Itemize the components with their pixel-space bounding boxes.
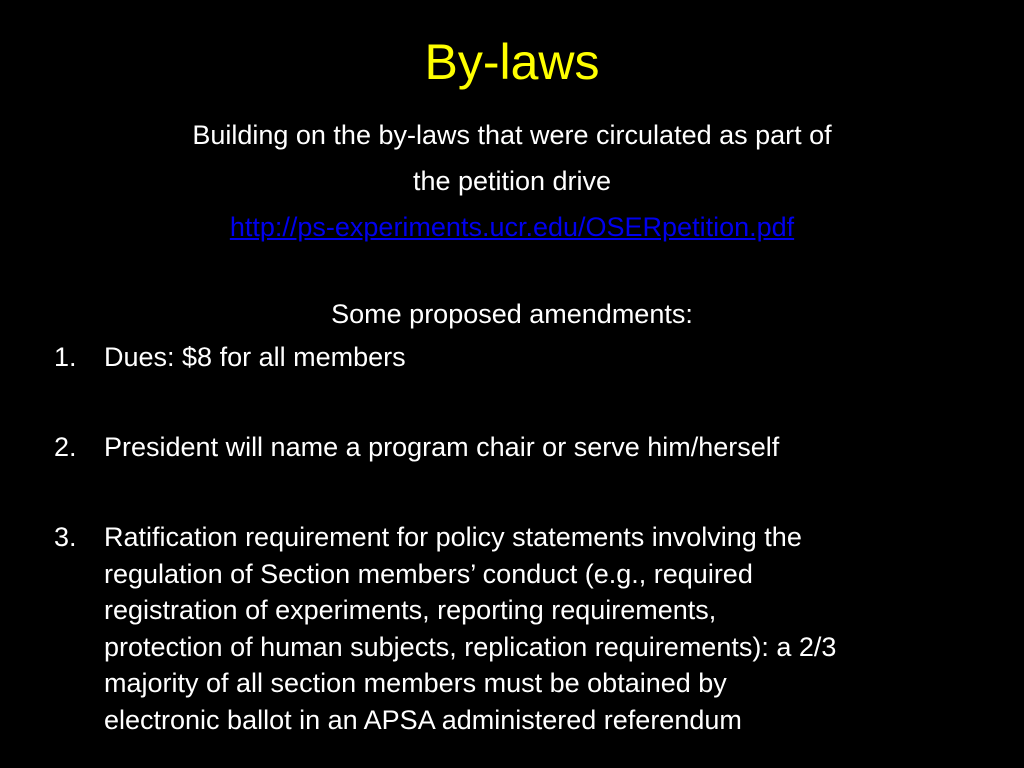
list-item-number: 3. [54,522,77,552]
intro-line: the petition drive [412,166,612,196]
list-item-text [104,519,984,738]
petition-link[interactable]: http://ps-experiments.ucr.edu/OSERpetition.pdf [229,212,795,242]
list-item-text [104,429,984,466]
list-item-line: Ratification requirement for policy statements involving the [104,522,802,552]
list-item-number: 2. [54,432,77,462]
list-item [54,339,984,376]
list-item-line: majority of all section members must be obtained by [104,668,727,698]
slide-title: By-laws [424,34,600,90]
list-item-line: regulation of Section members’ conduct (e.g., required [104,558,753,589]
list-item [54,519,984,738]
list-item [54,429,984,466]
amendments-list [54,339,984,738]
amendments-heading: Some proposed amendments: [331,299,693,329]
list-item-line: protection of human subjects, replication requirements): a 2/3 [104,631,837,662]
list-item-line: electronic ballot in an APSA administered referendum [104,704,742,735]
intro-line: Building on the by-laws that were circulated as part of [192,120,832,150]
list-item-line: registration of experiments, reporting requirements, [104,595,717,625]
list-item-line: Dues: $8 for all members [104,342,406,372]
list-item-number: 1. [54,342,77,372]
list-item-line: President will name a program chair or serve him/herself [104,432,780,462]
intro-text [40,112,984,250]
list-item-text [104,339,984,376]
